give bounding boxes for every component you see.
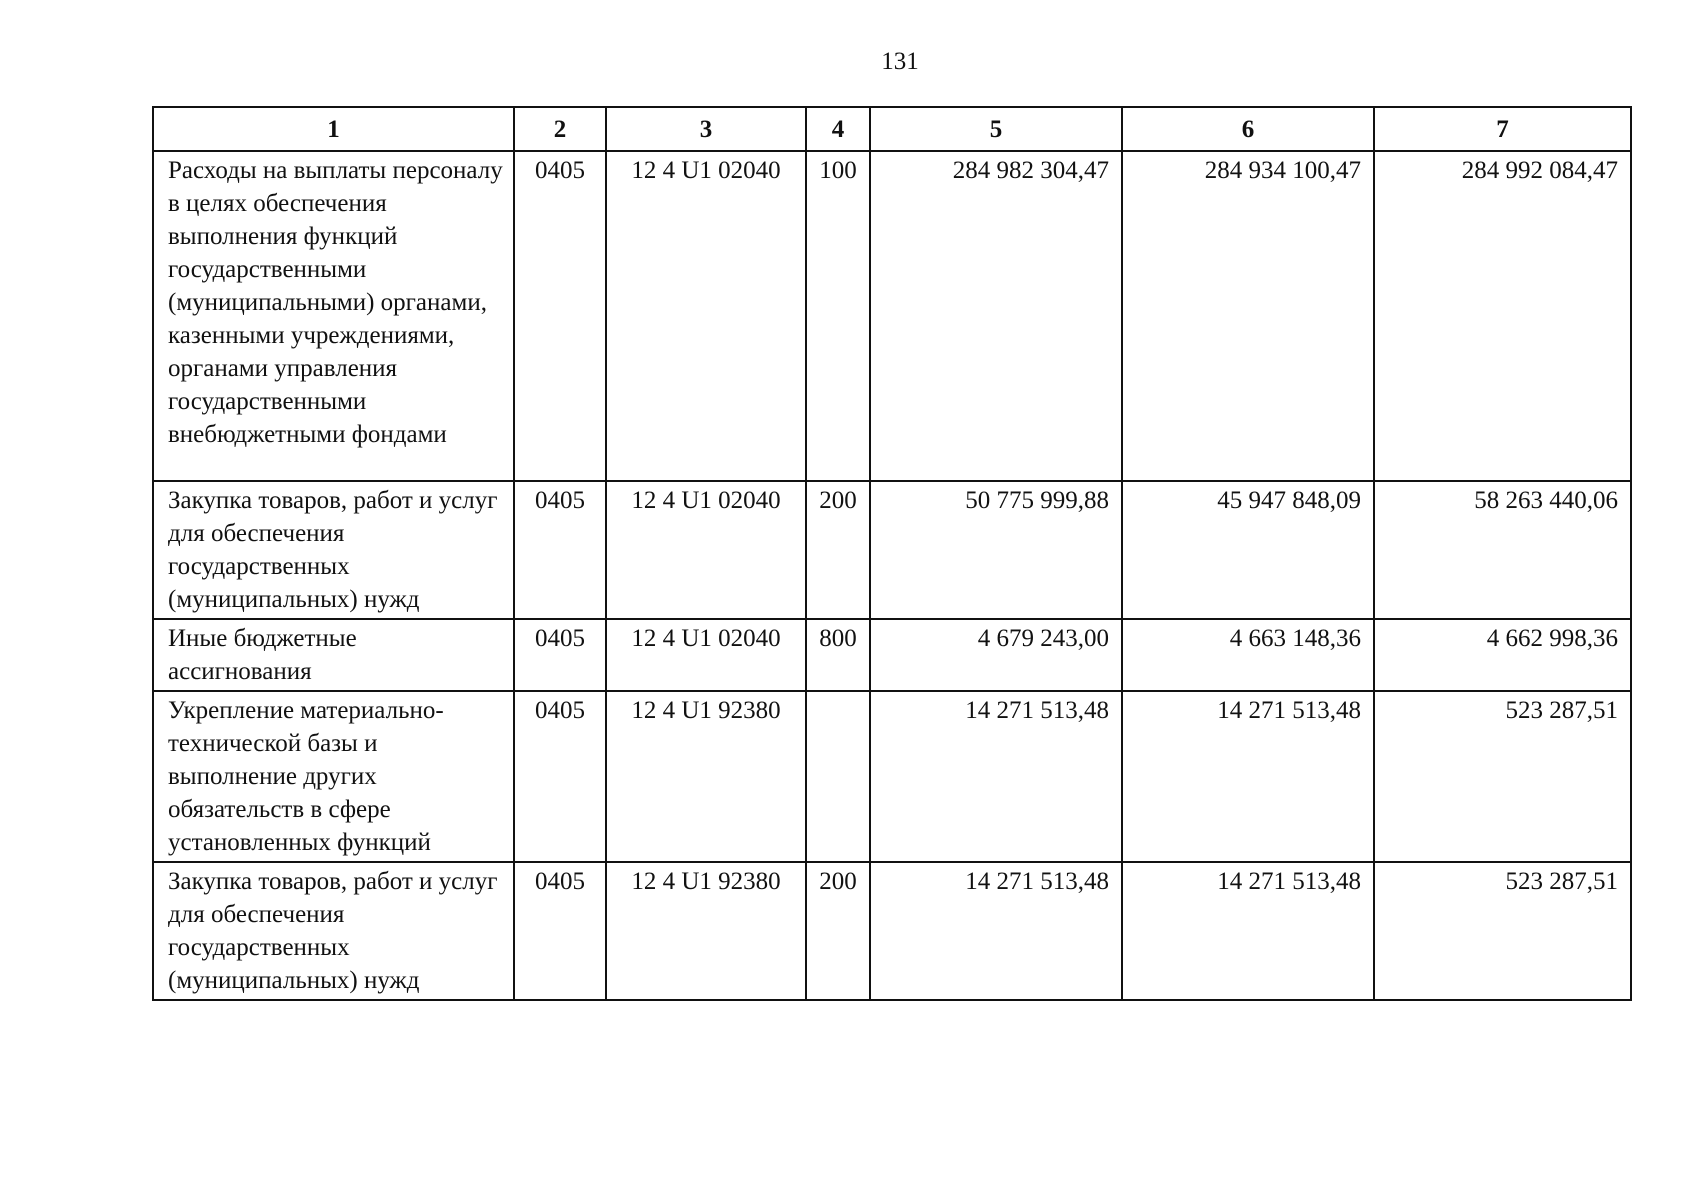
row-section: 0405 (514, 862, 606, 1000)
row-amount-7: 523 287,51 (1374, 691, 1631, 862)
row-amount-6: 45 947 848,09 (1122, 481, 1374, 619)
row-target-article: 12 4 U1 02040 (606, 619, 806, 691)
row-amount-7: 284 992 084,47 (1374, 151, 1631, 481)
column-header-4: 4 (806, 107, 870, 151)
row-name: Закупка товаров, работ и услуг для обеспечения государственных (муниципальных) нужд (153, 862, 514, 1000)
row-amount-5: 284 982 304,47 (870, 151, 1122, 481)
row-target-article: 12 4 U1 92380 (606, 862, 806, 1000)
row-amount-5: 14 271 513,48 (870, 862, 1122, 1000)
row-name: Укрепление материально-технической базы и выполнение других обязательств в сфере установленных функций (153, 691, 514, 862)
row-name: Закупка товаров, работ и услуг для обеспечения государственных (муниципальных) нужд (153, 481, 514, 619)
table-row (153, 619, 1631, 691)
row-target-article: 12 4 U1 02040 (606, 151, 806, 481)
row-amount-7: 58 263 440,06 (1374, 481, 1631, 619)
row-amount-7: 4 662 998,36 (1374, 619, 1631, 691)
row-section: 0405 (514, 481, 606, 619)
row-amount-5: 4 679 243,00 (870, 619, 1122, 691)
row-expense-type: 200 (806, 862, 870, 1000)
row-expense-type: 100 (806, 151, 870, 481)
row-expense-type (806, 691, 870, 862)
row-section: 0405 (514, 151, 606, 481)
budget-table (152, 106, 1632, 1001)
column-header-5: 5 (870, 107, 1122, 151)
row-target-article: 12 4 U1 02040 (606, 481, 806, 619)
page-number: 131 (881, 48, 919, 75)
row-amount-6: 4 663 148,36 (1122, 619, 1374, 691)
column-header-6: 6 (1122, 107, 1374, 151)
row-expense-type: 200 (806, 481, 870, 619)
table-row (153, 691, 1631, 862)
column-header-3: 3 (606, 107, 806, 151)
row-section: 0405 (514, 619, 606, 691)
row-name: Иные бюджетные ассигнования (153, 619, 514, 691)
row-amount-6: 14 271 513,48 (1122, 862, 1374, 1000)
table-header-row (153, 107, 1631, 151)
table-row (153, 151, 1631, 481)
row-amount-6: 14 271 513,48 (1122, 691, 1374, 862)
row-amount-6: 284 934 100,47 (1122, 151, 1374, 481)
row-amount-5: 14 271 513,48 (870, 691, 1122, 862)
column-header-2: 2 (514, 107, 606, 151)
row-expense-type: 800 (806, 619, 870, 691)
column-header-1: 1 (153, 107, 514, 151)
row-amount-5: 50 775 999,88 (870, 481, 1122, 619)
table-row (153, 862, 1631, 1000)
row-target-article: 12 4 U1 92380 (606, 691, 806, 862)
row-section: 0405 (514, 691, 606, 862)
row-name: Расходы на выплаты персоналу в целях обеспечения выполнения функций государственными (муниципальными) органами, казенными учреждениями, органами управления государственными внебюджетными фондами (153, 151, 514, 481)
table-row (153, 481, 1631, 619)
column-header-7: 7 (1374, 107, 1631, 151)
row-amount-7: 523 287,51 (1374, 862, 1631, 1000)
